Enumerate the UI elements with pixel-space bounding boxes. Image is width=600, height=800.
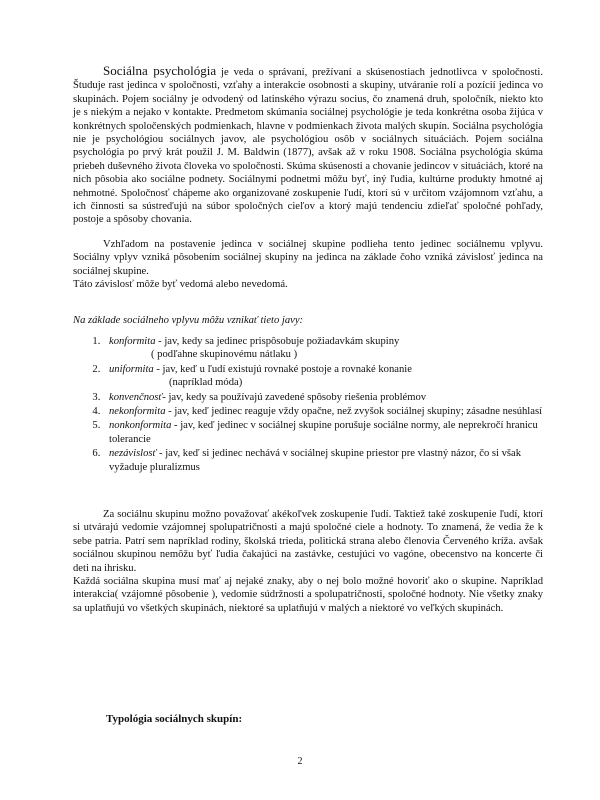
paragraph-text: Za sociálnu skupinu možno považovať akékoľvek zoskupenie ľudí. Taktiež také zoskupenie ľudí, ktorí si utvárajú vedomie vzájomnej spolupatričnosti a majú spoločné ciele a hodnoty. To znamená, že vedia že k sebe patria. Patrí sem napríklad rodiny, školská trieda, politická strana alebo členovia Červeného kríža. avšak sociálnou skupinou nemôžu byť ľudia čakajúci na zastávke, cestujúci vo vagóne, obecenstvo na koncerte či deti na ihrisku.: [73, 508, 543, 574]
page-number: 2: [297, 756, 303, 767]
list-subtext: ( podľahne skupinovému nátlaku ): [151, 349, 298, 361]
list-term: uniformita: [109, 363, 154, 375]
paragraph-groups: [73, 508, 543, 575]
list-item: [103, 363, 543, 390]
list-item: [103, 447, 543, 474]
lead-term: Sociálna psychológia: [103, 63, 217, 78]
list-item: [103, 391, 543, 404]
paragraph-dependence: Táto závislosť môže byť vedomá alebo nevedomá.: [73, 279, 288, 291]
list-term: konvenčnosť: [109, 391, 163, 403]
list-term: nekonformita: [109, 405, 166, 417]
paragraph-group-traits: Každá sociálna skupina musí mať aj nejaké znaky, aby o nej bolo možné hovoriť ako o skupine. Napríklad interakcia( vzájomné pôsobenie ), vedomie súdržnosti a spolupatričnosti, spoločné hodnoty. Nie všetky znaky sa uplatňujú vo všetkých skupinách, niektoré sa uplatňujú v malých a niektoré vo veľkých skupinách.: [73, 576, 543, 614]
document-body: [73, 64, 543, 615]
paragraph-text: Vzhľadom na postavenie jedinca v sociálnej skupine podlieha tento jedinec sociálnemu vplyvu. Sociálny vplyv vzniká pôsobením sociálnej skupiny na jedinca na základe čoho vzniká závislosť jedinca na sociálnej skupine.: [73, 238, 543, 277]
list-text: - jav, keď jedinec v sociálnej skupine porušuje sociálne normy, ale neprekročí hranicu tolerancie: [109, 420, 538, 445]
list-text: - jav, keď jedinec reaguje vždy opačne, než zvyšok sociálnej skupiny; zásadne nesúhlasí: [165, 405, 543, 417]
list-term: nezávislosť: [109, 448, 157, 460]
list-subtext: (napríklad móda): [169, 377, 243, 389]
list-item: [103, 405, 543, 418]
list-text: - jav, keď u ľudí existujú rovnaké postoje a rovnaké konanie: [153, 363, 412, 375]
section-heading: Typológia sociálnych skupín:: [106, 713, 243, 725]
phenomena-list: [73, 335, 543, 474]
list-item: [103, 419, 543, 446]
paragraph-text: je veda o správaní, prežívaní a skúsenostiach jednotlivca v spoločnosti. Študuje rast jedinca v spoločnosti, vzťahy a interakcie osobnosti a skupiny, utváranie rolí a pozícií jedinca vo skupinách. Pojem sociálny je odvodený od latinského výrazu socius, čo znamená druh, spoločník, niekto kto je s niekým a nejako v kontakte. Predmetom skúmania sociálnej psychológie je teda konkrétna osoba žijúca v konkrétnych spoločenských podmienkach, hlavne v podmienkach života malých skupín. Sociálna psychológia nie je psychológiou sociálnych javov, ale psychológiou osôb v sociálnych situáciách. Pojem sociálna psychológia po prvý krát použil J. M. Baldwin (1877), avšak až v roku 1908. Sociálna psychológia skúma priebeh duševného života človeka vo spoločnosti. Skúma skúsenosti a chovanie jedincov v situáciách, ktoré na nich pôsobia ako sociálne podnety. Sociálnymi podnetmi môžu byť, iný ľudia, kultúrne produkty hmotné aj nehmotné. Spoločnosť chápeme ako organizované zoskupenie ľudí, ktorí sú v určitom vzájomnom vzťahu, a ich činnosti sa sústreďujú na súbor spoločných cieľov a ktorý majú tendenciu zdieľať spoločné pohľady, postoje a spôsoby chovania.: [73, 67, 543, 226]
paragraph-intro: [73, 64, 543, 227]
list-text: - jav, keď si jedinec nechává v sociálnej skupine priestor pre vlastný názor, čo si však vyžaduje pluralizmus: [109, 448, 522, 473]
list-term: konformita: [109, 335, 156, 347]
paragraph-influence: [73, 238, 543, 278]
list-text: - jav, kedy sa jedinec prispôsobuje požiadavkám skupiny: [155, 335, 400, 347]
list-intro: Na základe sociálneho vplyvu môžu vznikať tieto javy:: [73, 314, 304, 326]
list-term: nonkonformita: [109, 420, 172, 432]
list-item: [103, 335, 543, 362]
list-text: - jav, kedy sa používajú zavedené spôsoby riešenia problémov: [162, 391, 427, 403]
